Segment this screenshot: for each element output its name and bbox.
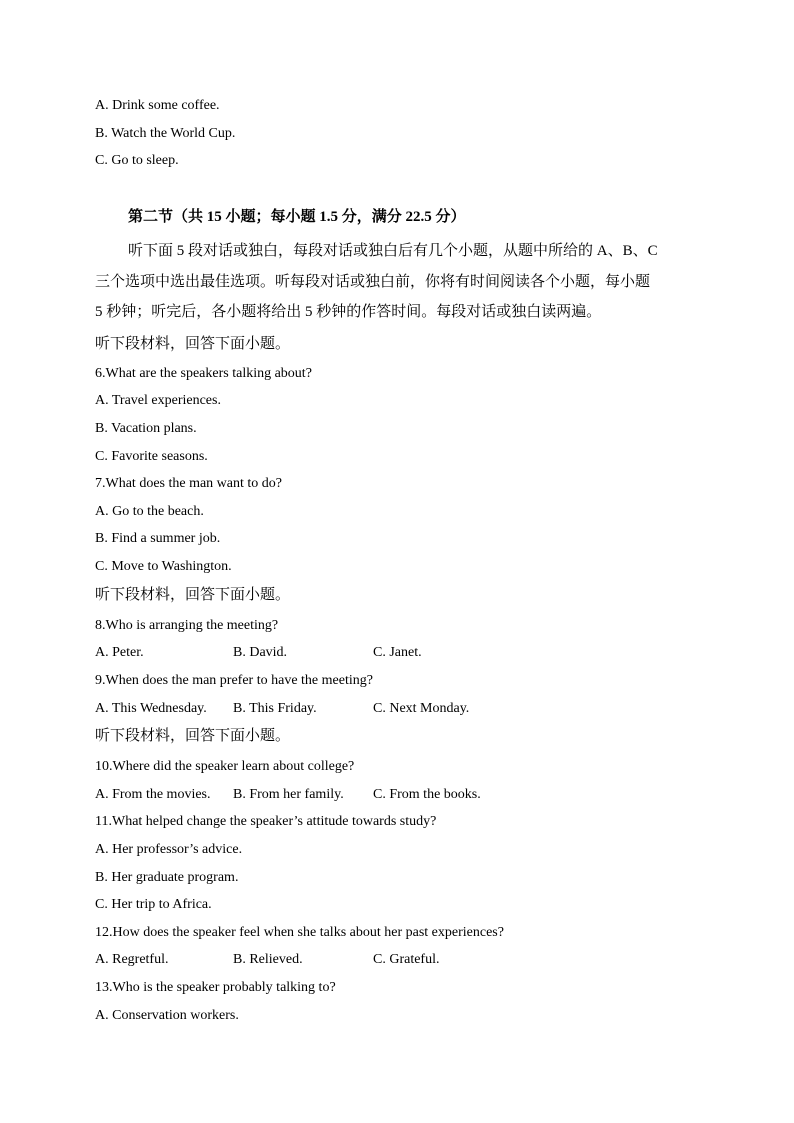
q9-option-a: A. This Wednesday. [95, 701, 207, 716]
instruction-line-2: 三个选项中选出最佳选项。听每段对话或独白前，你将有时间阅读各个小题，每小题 [95, 274, 651, 290]
prev-option-a: A. Drink some coffee. [95, 98, 220, 113]
question-10: 10.Where did the speaker learn about college? [95, 759, 355, 774]
instruction-line-1: 听下面 5 段对话或独白，每段对话或独白后有几个小题，从题中所给的 A、B、C [128, 243, 658, 259]
q11-option-b: B. Her graduate program. [95, 870, 239, 885]
q7-option-a: A. Go to the beach. [95, 504, 204, 519]
question-11: 11.What helped change the speaker’s attitude towards study? [95, 814, 437, 829]
question-12: 12.How does the speaker feel when she talks about her past experiences? [95, 925, 504, 940]
material-label: 听下段材料，回答下面小题。 [95, 728, 291, 744]
question-9: 9.When does the man prefer to have the meeting? [95, 673, 373, 688]
q9-option-c: C. Next Monday. [373, 701, 470, 716]
q8-option-c: C. Janet. [373, 645, 422, 660]
question-7: 7.What does the man want to do? [95, 476, 283, 491]
q11-option-c: C. Her trip to Africa. [95, 897, 212, 912]
q9-option-b: B. This Friday. [233, 701, 317, 716]
prev-option-b: B. Watch the World Cup. [95, 126, 236, 141]
q10-option-b: B. From her family. [233, 787, 344, 802]
q7-option-c: C. Move to Washington. [95, 559, 232, 574]
q8-option-b: B. David. [233, 645, 288, 660]
instruction-line-3: 5 秒钟；听完后，各小题将给出 5 秒钟的作答时间。每段对话或独白读两遍。 [95, 304, 602, 320]
question-13: 13.Who is the speaker probably talking to? [95, 980, 336, 995]
question-6: 6.What are the speakers talking about? [95, 366, 312, 381]
q11-option-a: A. Her professor’s advice. [95, 842, 243, 857]
q12-option-a: A. Regretful. [95, 952, 169, 967]
q10-option-a: A. From the movies. [95, 787, 211, 802]
q7-option-b: B. Find a summer job. [95, 531, 221, 546]
q6-option-c: C. Favorite seasons. [95, 449, 208, 464]
q10-option-c: C. From the books. [373, 787, 481, 802]
prev-option-c: C. Go to sleep. [95, 153, 179, 168]
q12-option-c: C. Grateful. [373, 952, 440, 967]
material-label: 听下段材料，回答下面小题。 [95, 336, 291, 352]
q8-option-a: A. Peter. [95, 645, 144, 660]
q12-option-b: B. Relieved. [233, 952, 303, 967]
q13-option-a: A. Conservation workers. [95, 1008, 239, 1023]
q6-option-b: B. Vacation plans. [95, 421, 197, 436]
q6-option-a: A. Travel experiences. [95, 393, 221, 408]
question-8: 8.Who is arranging the meeting? [95, 618, 279, 633]
material-label: 听下段材料，回答下面小题。 [95, 587, 291, 603]
section-title: 第二节（共 15 小题；每小题 1.5 分，满分 22.5 分） [128, 209, 466, 225]
